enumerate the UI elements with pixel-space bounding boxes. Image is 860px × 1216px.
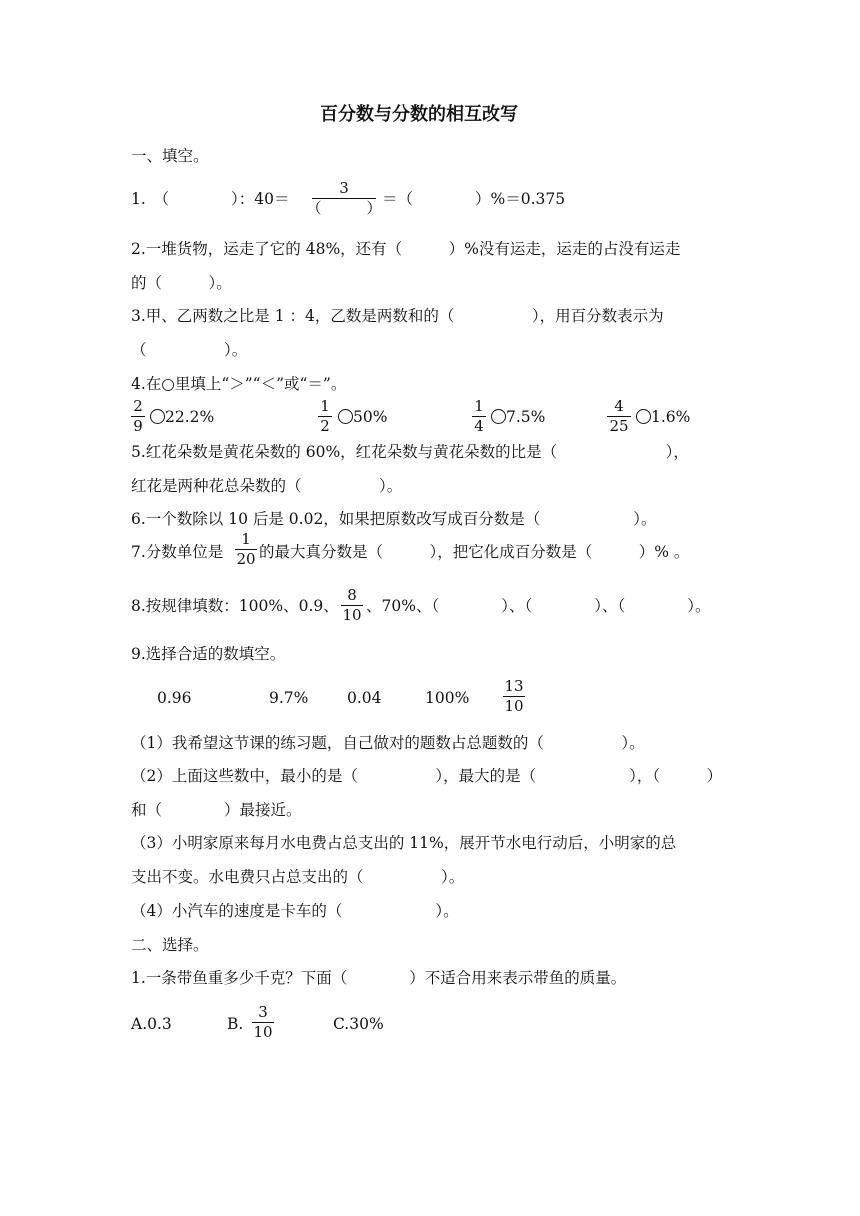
question-1-fraction: [306, 179, 382, 217]
fraction-denominator: 10: [253, 1023, 273, 1041]
question-9-text: 9.选择合适的数填空。: [131, 645, 286, 663]
fraction-denominator: 10: [504, 697, 524, 715]
number-choice-1: 0.96: [157, 689, 192, 707]
fraction-denominator: 9: [133, 417, 143, 435]
fraction-numerator: 1: [320, 397, 330, 415]
question-5-line-1: 5.红花朵数是黄花朵数的 60%，红花朵数与黄花朵数的比是（ ），: [131, 443, 689, 461]
section-heading-fill-in: 一、填空。: [131, 147, 209, 165]
number-choice-fraction: [503, 678, 525, 715]
compare-fraction-4: [607, 398, 631, 435]
question-1-prefix: 1. （ ）：40＝: [131, 190, 290, 208]
question-3-line-2: （ ）。: [131, 341, 248, 359]
question-8-prefix: 8.按规律填数：100%、0.9、: [131, 597, 339, 615]
fraction-numerator: 2: [133, 397, 143, 415]
number-choice-3: 0.04: [347, 689, 382, 707]
compare-value: 22.2%: [165, 408, 215, 426]
compare-fraction-3: [472, 398, 486, 435]
fraction-denominator: 2: [320, 417, 330, 435]
compare-value: 1.6%: [651, 408, 691, 426]
compare-item-2: [338, 407, 387, 427]
question-9-sub-3-line-2: 支出不变。水电费只占总支出的（ ）。: [131, 868, 465, 886]
section-heading-choice: 二、选择。: [131, 936, 209, 954]
fraction-denominator: 10: [342, 606, 362, 624]
compare-item-1: [150, 407, 214, 427]
question-9-sub-2-line-2: 和（ ）最接近。: [131, 801, 302, 819]
fraction-numerator: 3: [258, 1003, 268, 1021]
question-7-prefix: 7.分数单位是: [131, 543, 224, 561]
question-9-sub-2-line-1: （2）上面这些数中，最小的是（ ），最大的是（ ），（ ）: [131, 767, 723, 785]
number-choice-2: 9.7%: [269, 689, 309, 707]
compare-item-4: [636, 407, 690, 427]
number-choice-4: 100%: [425, 689, 470, 707]
question-9-sub-4: （4）小汽车的速度是卡车的（ ）。: [131, 902, 459, 920]
fraction-numerator: 1: [241, 530, 251, 548]
compare-fraction-2: [318, 398, 332, 435]
fraction-numerator: 13: [504, 677, 524, 695]
fraction-numerator: 1: [474, 397, 484, 415]
fraction-denominator: 25: [609, 417, 629, 435]
question-1-suffix: ＝（ ）%＝0.375: [382, 190, 566, 208]
question-7-suffix: 的最大真分数是（ ），把它化成百分数是（ ）% 。: [259, 543, 690, 561]
question-9-sub-3-line-1: （3）小明家原来每月水电费占总支出的 11%，展开节水电行动后，小明家的总: [131, 834, 677, 852]
fraction-denominator: （ ）: [306, 199, 382, 217]
choice-option-c: C.30%: [333, 1015, 384, 1033]
question-2-line-2: 的（ ）。: [131, 274, 232, 292]
choice-option-b-label: B.: [227, 1015, 244, 1033]
circle-blank-icon: [636, 409, 651, 424]
compare-value: 50%: [353, 408, 388, 426]
question-9-sub-1: （1）我希望这节课的练习题，自己做对的题数占总题数的（ ）。: [131, 734, 645, 752]
question-3-line-1: 3.甲、乙两数之比是 1 ：4，乙数是两数和的（ ），用百分数表示为: [131, 307, 664, 325]
circle-blank-icon: [338, 409, 353, 424]
question-2-line-1: 2.一堆货物，运走了它的 48%，还有（ ）%没有运走，运走的占没有运走: [131, 240, 681, 258]
fraction-denominator: 20: [236, 550, 256, 568]
compare-fraction-1: [131, 398, 145, 435]
choice-question-1: 1.一条带鱼重多少千克？下面（ ）不适合用来表示带鱼的质量。: [131, 969, 627, 987]
question-5-line-2: 红花是两种花总朵数的（ ）。: [131, 477, 403, 495]
fraction-numerator: 3: [339, 179, 349, 197]
fraction-denominator: 4: [474, 417, 484, 435]
fraction-numerator: 4: [614, 397, 624, 415]
choice-option-a: A.0.3: [131, 1015, 172, 1033]
question-6: 6.一个数除以 10 后是 0.02，如果把原数改写成百分数是（ ）。: [131, 510, 657, 528]
question-8-suffix: 、70%、（ ）、（ ）、（ ）。: [366, 597, 711, 615]
question-8-fraction: [341, 587, 363, 624]
compare-item-3: [491, 407, 545, 427]
choice-option-b-fraction: [252, 1004, 274, 1041]
circle-blank-icon: [150, 409, 165, 424]
fraction-numerator: 8: [347, 586, 357, 604]
question-4-text: 4.在○里填上“＞”“＜”或“＝”。: [131, 375, 347, 393]
question-7-fraction: [235, 531, 257, 568]
circle-blank-icon: [491, 409, 506, 424]
page-title: 百分数与分数的相互改写: [320, 104, 518, 125]
compare-value: 7.5%: [506, 408, 546, 426]
